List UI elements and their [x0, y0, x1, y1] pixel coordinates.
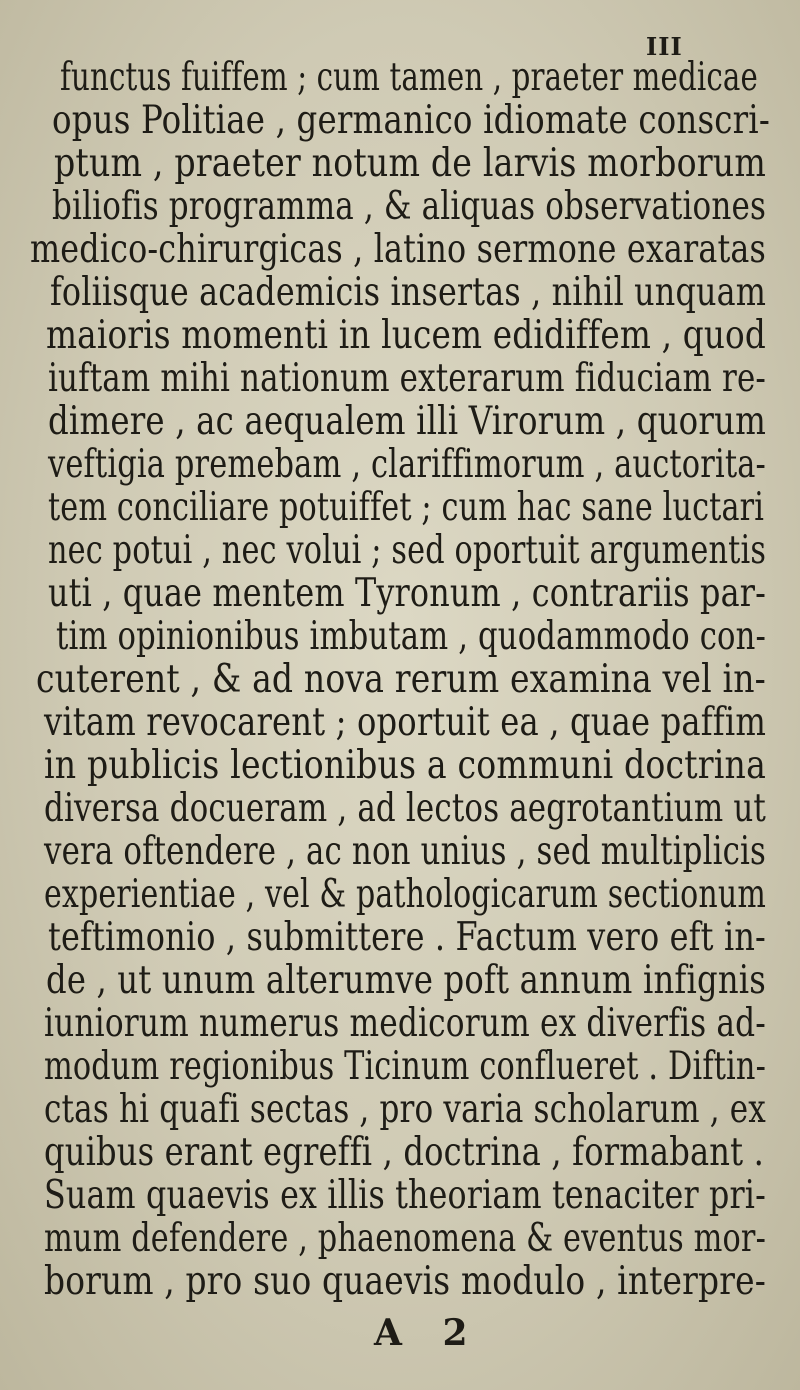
text-line: experientiae , vel & pathologicarum sectionum	[44, 872, 766, 917]
text-line: dimere , ac aequalem illi Virorum , quorum	[48, 399, 767, 444]
text-line: opus Politiae , germanico idiomate conscri-	[52, 98, 770, 143]
text-line: iuftam mihi nationum exterarum fiduciam re-	[48, 356, 767, 401]
text-line: nec potui , nec volui ; sed oportuit argumentis	[48, 528, 767, 573]
text-line: medico-chirurgicas , latino sermone exaratas	[30, 227, 767, 272]
text-line: mum defendere , phaenomena & eventus mor-	[44, 1216, 766, 1261]
text-line: in publicis lectionibus a communi doctrina	[44, 743, 766, 788]
text-line: Suam quaevis ex illis theoriam tenaciter pri-	[44, 1173, 766, 1218]
text-line: biliofis programma , & aliquas observationes	[52, 184, 767, 229]
text-line: tem conciliare potuiffet ; cum hac sane luctari	[48, 485, 765, 530]
text-line: diversa docueram , ad lectos aegrotantium ut	[44, 786, 766, 831]
text-line: vera oftendere , ac non unius , sed multiplicis	[44, 829, 767, 874]
text-line: borum , pro suo quaevis modulo , interpre-	[44, 1259, 766, 1304]
text-line: uti , quae mentem Tyronum , contrariis par-	[48, 571, 767, 616]
text-line: quibus erant egreffi , doctrina , formabant .	[44, 1130, 764, 1175]
text-line: vitam revocarent ; oportuit ea , quae paffim	[44, 700, 767, 745]
text-line: de , ut unum alterumve poft annum infignis	[46, 958, 766, 1003]
body-text	[0, 55, 800, 1308]
page-number: III	[646, 32, 683, 61]
text-line: foliisque academicis insertas , nihil unquam	[50, 270, 767, 315]
text-line: veftigia premebam , clariffimorum , auctorita-	[48, 442, 766, 487]
text-line: cuterent , & ad nova rerum examina vel in-	[36, 657, 767, 702]
text-line: maioris momenti in lucem edidiffem , quod	[46, 313, 767, 358]
text-line: teftimonio , submittere . Factum vero eft in-	[48, 915, 766, 960]
signature-mark: A 2	[374, 1312, 482, 1354]
text-line: tim opinionibus imbutam , quodammodo con-	[56, 614, 767, 659]
text-line: functus fuiffem ; cum tamen , praeter medicae	[60, 55, 758, 100]
text-line: modum regionibus Ticinum conflueret . Diftin-	[44, 1044, 766, 1089]
text-line: iuniorum numerus medicorum ex diverfis ad-	[44, 1001, 766, 1046]
text-line: ptum , praeter notum de larvis morborum	[54, 141, 766, 186]
text-line: ctas hi quafi sectas , pro varia scholarum , ex	[44, 1087, 766, 1132]
